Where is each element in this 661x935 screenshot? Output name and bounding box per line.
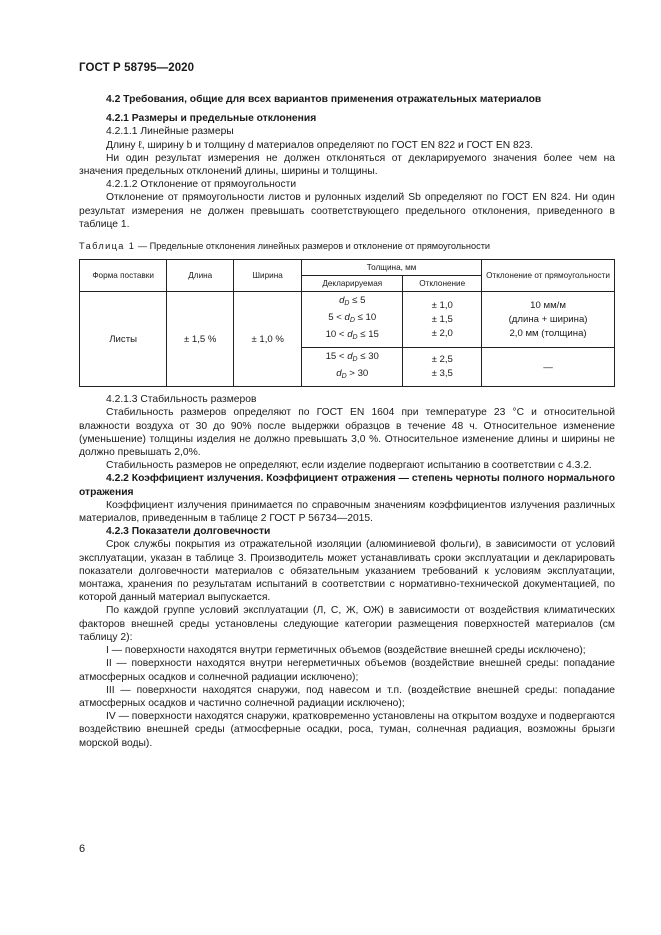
paragraph-service-life: Срок службы покрытия из отражательной изоляции (алюминиевой фольги), в зависимости от условий эксплуатации, указан в таблице 3. Производитель может устанавливать сроки эксплуатации и декларировать показатели долговечности материалов с обязательным указанием требований к условиям эксплуатации, монтажа, хранения по результатам испытаний в соответствии с нормативно-технической документацией, по которой данный материал выпускается. (79, 539, 615, 604)
paragraph-stability: Стабильность размеров определяют по ГОСТ EN 1604 при температуре 23 °С и относительной влажности воздуха от 30 до 90% после выдержки образцов в течение 48 ч. Относительное изменение (уменьшение) толщины изделия не должно превышать 3,0 %. Относительное изменение длины и ширины не должно превышать 2,0%. (79, 407, 615, 459)
cell-rect-group1 (482, 292, 615, 348)
section-4-2-1-1-title: 4.2.1.1 Линейные размеры (106, 126, 234, 138)
deviation-value-3: ± 2,0 (431, 327, 453, 339)
cell-form: Листы (80, 292, 167, 387)
section-4-2-2-title: 4.2.2 Коэффициент излучения. Коэффициент отражения — степень черноты полного нормального отражения (79, 473, 615, 498)
thickness-range-4: $15 < d_D \le 30$ (325, 351, 379, 364)
header-form: Форма поставки (80, 260, 167, 292)
deviation-value-2: ± 1,5 (431, 313, 453, 325)
header-length: Длина (167, 260, 234, 292)
cell-width: ± 1,0 % (234, 292, 302, 387)
rect-value-1: 10 мм/м (530, 299, 566, 311)
section-4-2-1-3-title: 4.2.1.3 Стабильность размеров (106, 394, 257, 406)
list-item-category-3: III — поверхности находятся снаружи, под навесом и т.п. (воздействие внешней среды: попадание атмосферных осадков и частично солнечной радиации исключено); (79, 684, 615, 709)
list-item-category-1: I — поверхности находятся внутри герметичных объемов (воздействие внешней среды исключено); (106, 645, 586, 657)
deviation-value-5: ± 3,5 (431, 368, 453, 380)
paragraph-placement-categories: По каждой группе условий эксплуатации (Л, С, Ж, ОЖ) в зависимости от воздействия климатических факторов внешней среды установлены следующие категории размещения поверхностей материалов (см таблицу 2): (79, 605, 615, 643)
section-4-2-1-title: 4.2.1 Размеры и предельные отклонения (106, 113, 317, 125)
section-4-2-1-2-title: 4.2.1.2 Отклонение от прямоугольности (106, 179, 297, 191)
rect-value-3: 2,0 мм (толщина) (509, 327, 587, 339)
deviation-value-1: ± 1,0 (431, 299, 453, 311)
list-item-category-4: IV — поверхности находятся снаружи, кратковременно установлены на открытом воздухе и подвергаются воздействию внешней среды (атмосферные осадки, роса, туман, солнечная радиация, возможны брызги морской воды). (79, 711, 615, 749)
cell-deviation-group1 (403, 292, 482, 348)
table-1 (79, 259, 615, 387)
page-number: 6 (79, 843, 86, 855)
rect-value-2: (длина + ширина) (508, 313, 588, 325)
thickness-range-2: $5 < d_D \le 10$ (328, 312, 377, 325)
list-item-category-2: II — поверхности находятся внутри негерметичных объемов (воздействие внешней среды: попадание атмосферных осадков и солнечной радиации исключено); (79, 658, 615, 683)
cell-length: ± 1,5 % (167, 292, 234, 387)
thickness-range-1: $d_D \le 5$ (339, 295, 366, 308)
cell-thickness-group2 (302, 348, 403, 387)
cell-thickness-group1 (302, 292, 403, 348)
table-1-caption-text: — Предельные отклонения линейных размеров и отклонение от прямоугольности (135, 241, 491, 252)
paragraph-stability-exception: Стабильность размеров не определяют, если изделие подвергают испытанию в соответствии с 4.3.2. (106, 460, 592, 472)
thickness-range-5: $d_D > 30$ (336, 368, 369, 381)
document-header: ГОСТ Р 58795—2020 (79, 62, 195, 74)
paragraph-deviation-limits: Ни один результат измерения не должен отклоняться от декларируемого значения более чем на значения предельных отклонений длины, ширины и толщины. (79, 152, 615, 178)
header-thickness: Толщина, мм (302, 260, 482, 276)
thickness-range-3: $10 < d_D \le 15$ (325, 329, 379, 342)
header-declared: Декларируемая (302, 276, 403, 292)
header-rectangularity: Отклонение от прямоугольности (482, 260, 615, 292)
table-1-caption-prefix: Таблица 1 (79, 241, 136, 252)
document-body (79, 93, 615, 750)
table-1-caption (79, 240, 615, 253)
paragraph-emissivity: Коэффициент излучения принимается по справочным значениям коэффициентов излучения различных материалов, приведенным в таблице 2 ГОСТ Р 56734—2015. (79, 499, 615, 525)
paragraph-rectangularity: Отклонение от прямоугольности листов и рулонных изделий Sb определяют по ГОСТ EN 824. Ни один результат измерения не должен превышать соответствующего предельного отклонения, приведенного в таблице 1. (79, 192, 615, 230)
paragraph-linear-dimensions: Длину ℓ, ширину b и толщину d материалов определяют по ГОСТ EN 822 и ГОСТ EN 823. (106, 139, 534, 151)
section-4-2-3-title: 4.2.3 Показатели долговечности (106, 526, 271, 538)
cell-deviation-group2 (403, 348, 482, 387)
cell-rect-group2: — (482, 348, 615, 387)
section-4-2-title: 4.2 Требования, общие для всех вариантов применения отражательных материалов (106, 94, 542, 105)
header-deviation: Отклонение (403, 276, 482, 292)
deviation-value-4: ± 2,5 (431, 354, 453, 366)
header-width: Ширина (234, 260, 302, 292)
